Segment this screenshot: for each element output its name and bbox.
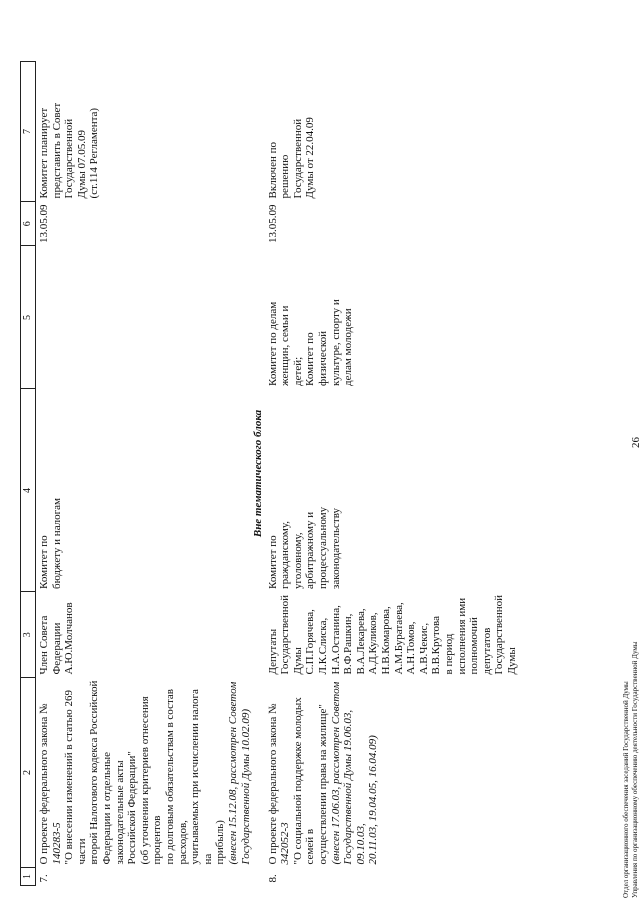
table-row	[265, 61, 519, 885]
initiator-line: А.В.Чекис,	[417, 622, 430, 675]
footer-line-2: Управления по организационному обеспечению деятельности Государственной Думы	[631, 641, 639, 898]
page-number: 26	[630, 437, 642, 448]
bill-line: осуществлении права на жилище"	[317, 704, 330, 865]
bill-note: (внесен 15.12.08, рассмотрен Советом	[226, 681, 239, 865]
initiator-line: С.П.Горячева,	[304, 609, 317, 675]
status-line: Включен по	[266, 142, 279, 199]
initiator-line: А.Д.Куликов,	[367, 612, 380, 675]
committee-line: арбитражному и	[304, 511, 317, 589]
initiator-line: Депутаты	[266, 628, 279, 675]
initiator-line: В.А.Лекарева,	[354, 608, 367, 675]
row-number: 8.	[266, 874, 279, 883]
co-committee-line: культуре, спорту и	[329, 299, 342, 386]
bill-number: 140283-5	[50, 822, 63, 865]
initiator-line: А.М.Буратаева,	[392, 602, 405, 675]
initiator-line: Н.А.Останина,	[329, 605, 342, 675]
initiator-line: Н.В.Комарова,	[380, 606, 393, 675]
co-committees	[36, 246, 253, 389]
co-committee-line: делам молодежи	[342, 308, 355, 386]
co-committee-line: Комитет по делам	[266, 301, 279, 386]
bill-note: Государственной Думы 10.02.09)	[239, 708, 252, 865]
status-line: Государственной	[63, 118, 76, 199]
bills-table	[20, 61, 519, 886]
bill-line: прибыль)	[214, 820, 227, 865]
bill-prefix: О проекте федерального закона №	[266, 703, 279, 865]
initiator-line: в период	[443, 633, 455, 675]
section-title-row	[252, 61, 265, 885]
bill-note: (внесен 17.06.03, рассмотрен Советом	[329, 681, 342, 865]
section-title: Вне тематического блока	[252, 409, 265, 538]
committee-line: Комитет по	[38, 535, 50, 589]
initiator	[36, 592, 253, 678]
bill-line: (об уточнении критериев отнесения процентов	[138, 696, 164, 865]
initiator-line: В.В.Крутова	[430, 616, 443, 675]
co-committee-line: физической	[317, 330, 330, 386]
initiator-line: полномочий	[468, 617, 481, 675]
bill-number: 342052-3	[279, 822, 292, 865]
initiator-line: А.Ю.Молчанов	[63, 602, 76, 675]
bill-line: по долговым обязательствам в состав расходов,	[163, 689, 189, 865]
table-row	[36, 61, 253, 885]
initiator-line: В.Ф.Рашкин,	[342, 613, 355, 675]
table-header-row	[21, 61, 36, 885]
responsible-committee	[36, 389, 253, 592]
bill-line: "О внесении изменений в статью 269 части	[63, 690, 88, 865]
committee-line: Комитет по	[266, 535, 279, 589]
initiator-line: Думы	[505, 647, 518, 675]
bill-line: второй Налогового кодекса Российской	[88, 680, 101, 865]
bill-line: "О социальной поддержке молодых семей в	[291, 697, 317, 865]
status-line: представить в Совет	[50, 102, 63, 199]
committee-line: законодательству	[329, 507, 342, 589]
initiator-line: А.Н.Томов,	[405, 621, 418, 675]
co-committees	[265, 246, 519, 389]
committee-line: бюджету и налогам	[50, 497, 63, 589]
committee-line: уголовному,	[291, 532, 304, 589]
bill-line: учитываемых при исчислении налога на	[189, 689, 214, 865]
date: 13.05.09	[38, 204, 50, 243]
bill-line: Российской Федерации"	[126, 751, 139, 865]
status-line: Думы 07.05.09	[75, 129, 88, 199]
column-header: 5	[21, 246, 36, 389]
committee-line: гражданскому,	[279, 521, 292, 589]
initiator-line: Государственной	[493, 594, 506, 675]
column-header: 3	[21, 592, 36, 678]
initiator-line: Л.К.Слиска,	[317, 617, 330, 675]
responsible-committee	[265, 389, 519, 592]
footer-line-1: Отдел организационного обеспечения заседаний Государственной Думы	[622, 681, 630, 898]
status	[36, 61, 253, 201]
row-number: 7.	[38, 874, 50, 883]
status-line: Государственной	[291, 118, 304, 199]
co-committee-line: женщин, семьи и	[279, 305, 292, 386]
initiator-line: исполнения ими	[455, 597, 468, 675]
status-line: Думы от 22.04.09	[304, 117, 317, 199]
status-line: решению	[279, 154, 292, 199]
column-header: 1	[21, 868, 36, 886]
initiator-line: Федерации	[50, 622, 63, 675]
column-header: 4	[21, 389, 36, 592]
bill-description	[265, 678, 519, 868]
bill-note: Государственной Думы 19.06.03, 09.10.03,	[342, 709, 367, 865]
column-header: 6	[21, 201, 36, 246]
bill-description	[36, 678, 253, 868]
committee-line: процессуальному	[317, 506, 330, 589]
initiator-line: Думы	[291, 647, 304, 675]
bill-line: Федерации и отдельные законодательные акты	[100, 752, 126, 865]
co-committee-line: Комитет по	[304, 332, 317, 386]
column-header: 7	[21, 61, 36, 201]
initiator-line: депутатов	[480, 627, 493, 675]
date: 13.05.09	[266, 204, 279, 243]
column-header: 2	[21, 678, 36, 868]
bill-prefix: О проекте федерального закона №	[38, 703, 50, 865]
co-committee-line: детей;	[291, 356, 304, 386]
status-line: (ст.114 Регламента)	[88, 107, 101, 199]
status	[265, 61, 519, 201]
status-line: Комитет планирует	[38, 107, 50, 199]
initiator-line: Государственной	[279, 594, 292, 675]
initiator-line: Член Совета	[38, 615, 50, 675]
bill-note: 20.11.03, 19.04.05, 16.04.09)	[367, 735, 380, 865]
initiator	[265, 592, 519, 678]
